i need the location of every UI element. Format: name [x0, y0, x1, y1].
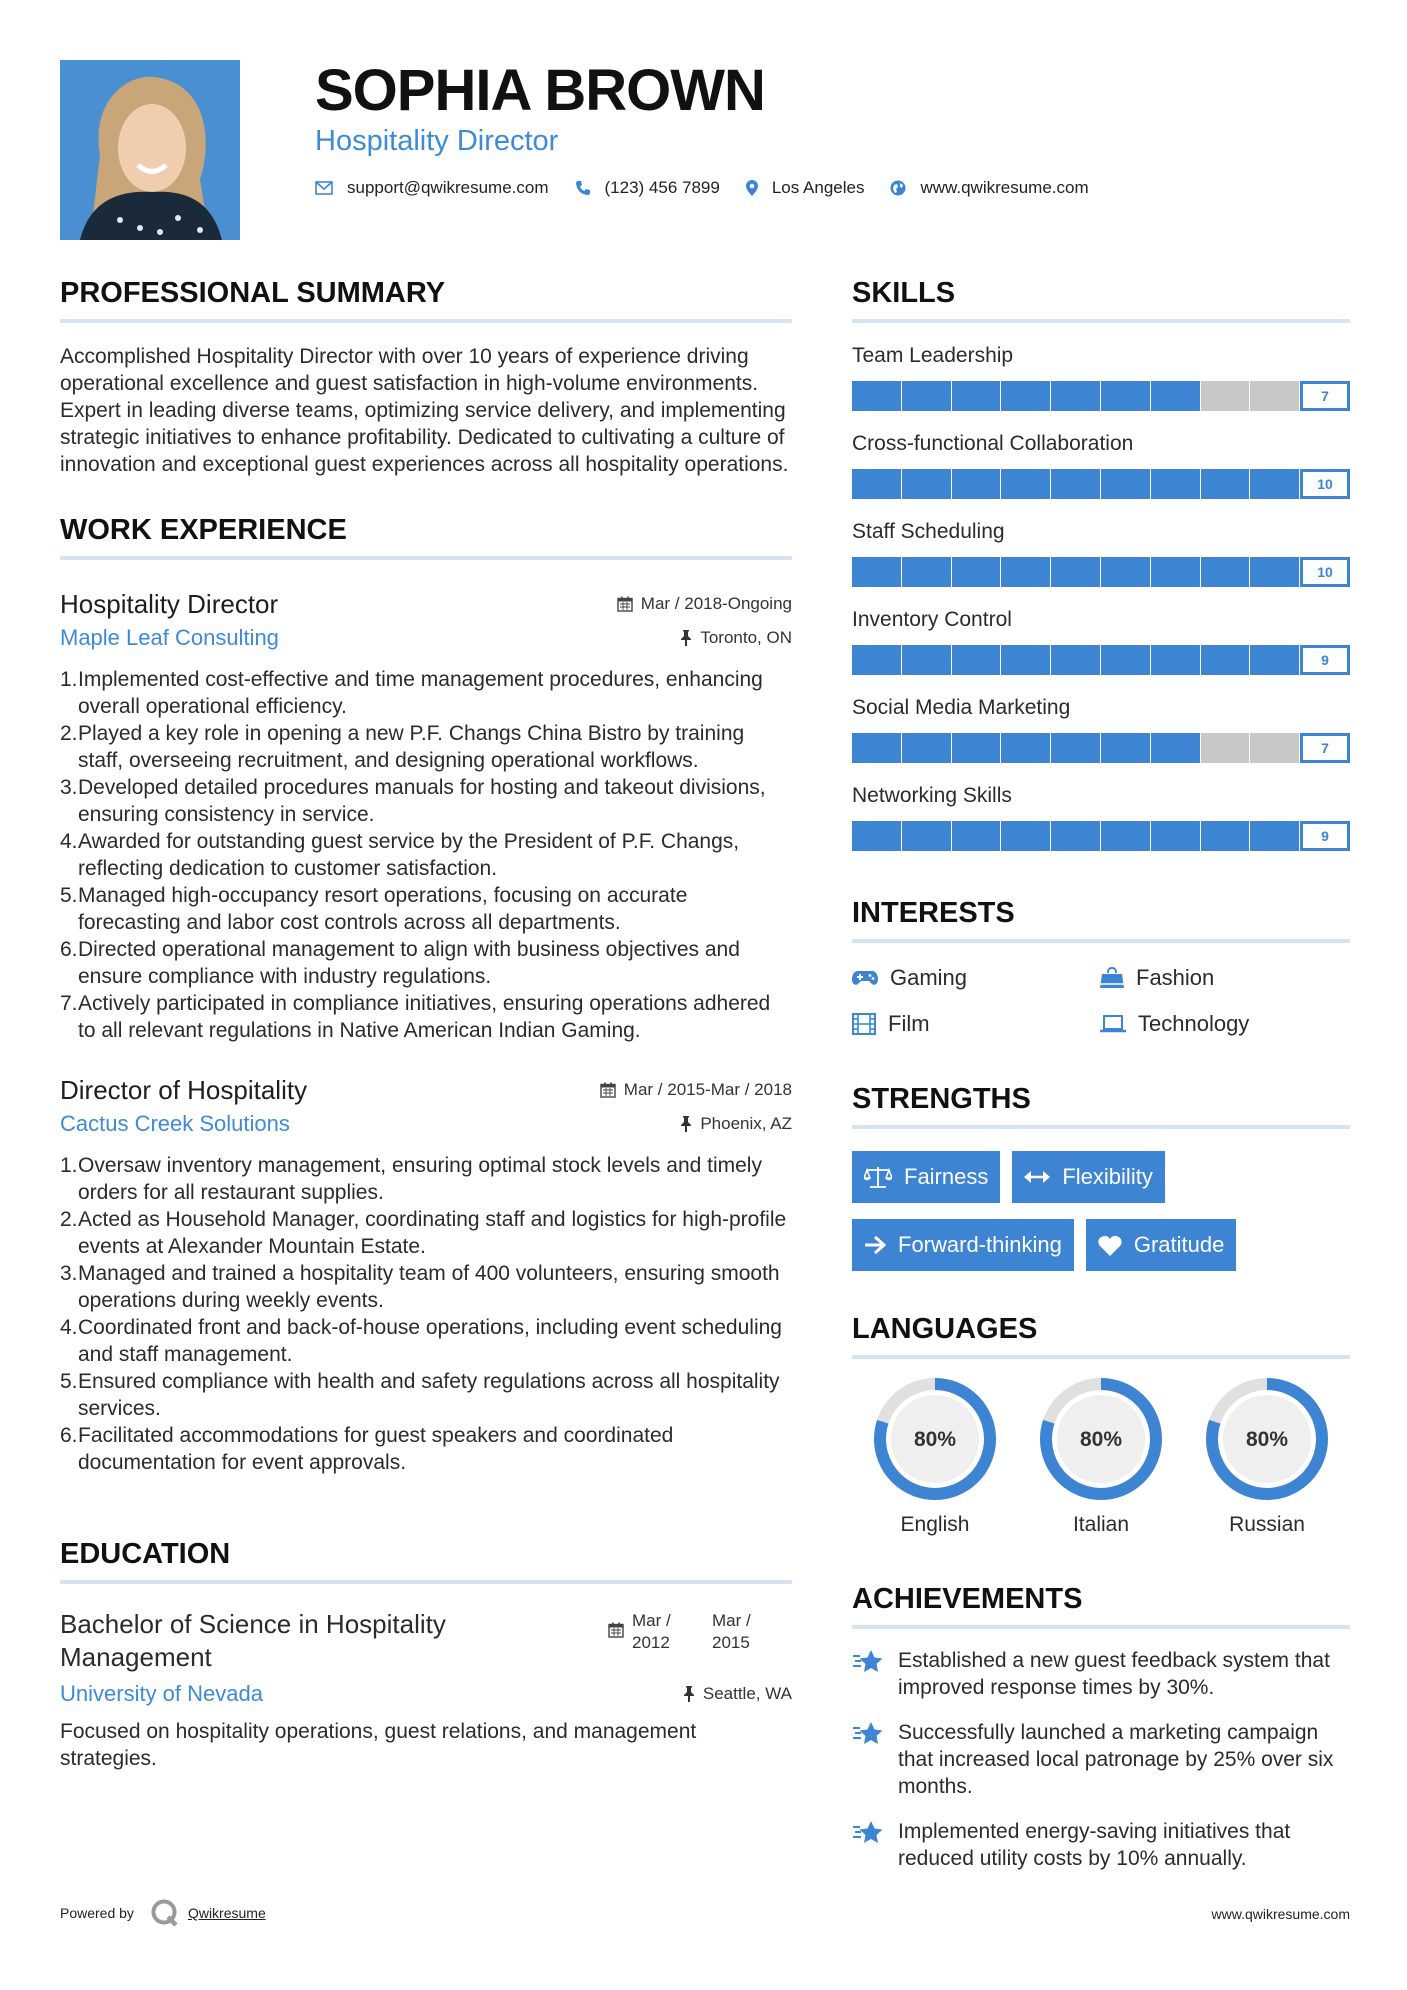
pushpin-icon	[683, 1686, 695, 1702]
list-item: 5. Managed high-occupancy resort operations, focusing on accurate forecasting and labor cost controls across all departments.	[60, 884, 688, 934]
profile-photo	[60, 60, 240, 240]
skill-bar-segment	[1250, 821, 1299, 851]
skill-bar-segment	[1151, 645, 1200, 675]
skill-bar-segment	[1001, 469, 1050, 499]
company-name: Maple Leaf Consulting	[60, 625, 279, 650]
star-award-icon	[852, 1647, 886, 1677]
contact-row	[315, 178, 1115, 198]
languages-list	[852, 1377, 1350, 1537]
strength-label: Flexibility	[1062, 1164, 1153, 1189]
skill-bar-segment	[852, 557, 901, 587]
skill-bar-segment	[1051, 821, 1100, 851]
brand-link[interactable]: Qwikresume	[187, 1905, 266, 1921]
skill-bar-segment	[902, 733, 951, 763]
skill-bar-segment	[1051, 733, 1100, 763]
language-gauge	[1039, 1377, 1163, 1501]
strength-label: Gratitude	[1133, 1232, 1225, 1257]
star-award-icon	[852, 1719, 886, 1749]
skill-name: Inventory Control	[852, 608, 1012, 631]
achievements-heading: ACHIEVEMENTS	[852, 1581, 1350, 1629]
gauge-percent: 80%	[1079, 1428, 1123, 1451]
achievement-item	[852, 1818, 1350, 1872]
education-description: Focused on hospitality operations, guest relations, and management strategies.	[60, 1720, 697, 1770]
interest-label: Film	[888, 1011, 930, 1036]
skill-bar-segment	[902, 645, 951, 675]
skills-list	[852, 343, 1350, 851]
film-icon	[852, 1013, 876, 1035]
list-item: 4. Coordinated front and back-of-house operations, including event scheduling and staff management.	[60, 1316, 782, 1366]
powered-by-label: Powered by	[60, 1905, 134, 1921]
skill-name: Cross-functional Collaboration	[852, 432, 1134, 455]
strength-label: Fairness	[904, 1164, 989, 1189]
job-bullets	[60, 666, 792, 1044]
interest-item	[852, 965, 1100, 991]
skill-bar-segment	[1001, 733, 1050, 763]
globe-icon	[890, 180, 906, 196]
language-name: English	[900, 1513, 970, 1536]
skill-score: 10	[1300, 469, 1350, 499]
envelope-icon	[315, 181, 333, 195]
skill-bar-segment	[952, 557, 1001, 587]
achievement-text: Established a new guest feedback system that improved response times by 30%.	[898, 1649, 1330, 1699]
interest-label: Gaming	[890, 965, 968, 990]
skill-bar-segment	[1101, 469, 1150, 499]
skill-bar	[852, 645, 1350, 675]
languages-heading: LANGUAGES	[852, 1311, 1350, 1359]
footer-powered-by	[60, 1898, 266, 1928]
skill-bar	[852, 733, 1350, 763]
heart-icon	[1098, 1235, 1122, 1256]
balance-scale-icon	[864, 1166, 892, 1188]
skill-bar-segment	[1250, 645, 1299, 675]
skill-bar-segment	[1051, 557, 1100, 587]
job-bullets	[60, 1152, 792, 1476]
skill-bar-segment	[1151, 733, 1200, 763]
list-item: 4. Awarded for outstanding guest service by the President of P.F. Changs, reflecting dedication to customer satisfaction.	[60, 830, 740, 880]
skill-bar-segment	[1151, 821, 1200, 851]
skill-score: 7	[1300, 733, 1350, 763]
skill-item	[852, 519, 1350, 587]
skill-bar-segment	[1151, 469, 1200, 499]
pushpin-icon	[680, 630, 692, 646]
interest-item	[852, 1011, 1100, 1037]
skill-bar	[852, 557, 1350, 587]
skill-bar-segment	[1001, 557, 1050, 587]
gamepad-icon	[852, 969, 878, 987]
summary-text: Accomplished Hospitality Director with over 10 years of experience driving operational excellence and guest satisfaction in high-volume environments. Expert in leading diverse teams, optimizing service delivery, and implementing strategic initiatives to enhance profitability. Dedicated to cultivating a culture of innovation and exceptional guest experiences across all hospitality operations.	[60, 345, 789, 476]
job-dates-text: Mar / 2018-Ongoing	[640, 594, 792, 613]
interest-label: Fashion	[1136, 965, 1215, 990]
skill-bar	[852, 821, 1350, 851]
candidate-title: Hospitality Director	[315, 125, 559, 157]
education-start-date: Mar / 2012	[632, 1611, 671, 1652]
list-item: 6. Directed operational management to align with business objectives and ensure compliance with industry regulations.	[60, 938, 740, 988]
skill-bar-segment	[1250, 733, 1299, 763]
skill-bar-segment	[1250, 469, 1299, 499]
school-location-text: Seattle, WA	[702, 1684, 792, 1703]
achievement-text: Successfully launched a marketing campaign that increased local patronage by 25% over six months.	[898, 1721, 1334, 1798]
school-location	[683, 1684, 792, 1704]
strength-label: Forward-thinking	[898, 1232, 1062, 1257]
skill-bar-segment	[1101, 821, 1150, 851]
skill-bar-segment	[852, 381, 901, 411]
list-item: 2. Acted as Household Manager, coordinating staff and logistics for high-profile events at Alexander Mountain Estate.	[60, 1208, 787, 1258]
skill-bar-segment	[902, 821, 951, 851]
skill-bar-segment	[1001, 381, 1050, 411]
strength-chip	[852, 1151, 1000, 1203]
skill-bar-segment	[852, 469, 901, 499]
skill-bar-segment	[952, 469, 1001, 499]
job-location	[680, 628, 792, 648]
achievement-item	[852, 1647, 1350, 1701]
skill-bar-segment	[852, 645, 901, 675]
skill-bar-segment	[902, 557, 951, 587]
skill-bar-segment	[1101, 557, 1150, 587]
language-name: Italian	[1072, 1513, 1130, 1536]
job-location-text: Toronto, ON	[700, 628, 792, 647]
skill-name: Staff Scheduling	[852, 520, 1005, 543]
job-location-text: Phoenix, AZ	[700, 1114, 792, 1133]
skill-bar-segment	[1101, 733, 1150, 763]
skill-bar-segment	[902, 381, 951, 411]
language-gauge	[873, 1377, 997, 1501]
skill-score: 9	[1300, 821, 1350, 851]
skill-bar	[852, 381, 1350, 411]
experience-heading: WORK EXPERIENCE	[60, 512, 792, 560]
contact-email[interactable]	[315, 178, 549, 198]
job-dates-text: Mar / 2015-Mar / 2018	[623, 1080, 792, 1099]
gauge-percent: 80%	[1245, 1428, 1289, 1451]
list-item: 3. Managed and trained a hospitality team of 400 volunteers, ensuring smooth operations during weekly events.	[60, 1262, 780, 1312]
skill-bar-segment	[852, 733, 901, 763]
skill-bar-segment	[1101, 645, 1150, 675]
skill-score: 9	[1300, 645, 1350, 675]
interest-item	[1100, 965, 1350, 991]
skill-item	[852, 431, 1350, 499]
skill-bar-segment	[952, 381, 1001, 411]
interests-heading: INTERESTS	[852, 895, 1350, 943]
contact-phone[interactable]	[575, 178, 720, 198]
right-column	[852, 275, 1350, 1872]
list-item: 3. Developed detailed procedures manuals for hosting and takeout divisions, ensuring consistency in service.	[60, 776, 766, 826]
skill-bar	[852, 469, 1350, 499]
interests-grid	[852, 965, 1350, 1037]
skill-score: 7	[1300, 381, 1350, 411]
education-heading: EDUCATION	[60, 1536, 792, 1584]
skill-bar-segment	[852, 821, 901, 851]
achievements-list	[852, 1647, 1350, 1872]
skill-bar-segment	[1201, 821, 1250, 851]
job-title: Director of Hospitality	[60, 1075, 308, 1105]
achievement-text: Implemented energy-saving initiatives that reduced utility costs by 10% annually.	[898, 1820, 1291, 1870]
summary-heading: PROFESSIONAL SUMMARY	[60, 275, 792, 323]
calendar-icon	[600, 1082, 616, 1098]
skill-bar-segment	[952, 645, 1001, 675]
gauge-percent: 80%	[913, 1428, 957, 1451]
contact-location-text: Los Angeles	[771, 178, 865, 197]
skill-bar-segment	[1051, 645, 1100, 675]
laptop-icon	[1100, 1015, 1126, 1033]
skill-bar-segment	[1101, 381, 1150, 411]
strength-chip	[1012, 1151, 1164, 1203]
skill-bar-segment	[1001, 821, 1050, 851]
pushpin-icon	[680, 1116, 692, 1132]
education-end-date: Mar / 2015	[712, 1611, 751, 1652]
calendar-icon	[608, 1622, 624, 1638]
skills-heading: SKILLS	[852, 275, 1350, 323]
interest-label: Technology	[1138, 1011, 1250, 1036]
list-item: 5. Ensured compliance with health and safety regulations across all hospitality services.	[60, 1370, 780, 1420]
skill-bar-segment	[1250, 557, 1299, 587]
phone-icon	[575, 180, 591, 196]
arrows-horizontal-icon	[1024, 1170, 1050, 1184]
skill-bar-segment	[1151, 557, 1200, 587]
language-item	[1184, 1377, 1350, 1537]
arrow-right-icon	[864, 1235, 886, 1255]
degree-title: Bachelor of Science in Hospitality Management	[60, 1609, 446, 1672]
skill-item	[852, 343, 1350, 411]
skill-bar-segment	[1201, 469, 1250, 499]
skill-bar-segment	[1201, 381, 1250, 411]
school-name: University of Nevada	[60, 1681, 263, 1706]
list-item: 2. Played a key role in opening a new P.F. Changs China Bistro by training staff, overseeing recruitment, and designing operational workflows.	[60, 722, 745, 772]
interest-item	[1100, 1011, 1350, 1037]
skill-bar-segment	[952, 821, 1001, 851]
left-column	[60, 275, 792, 1772]
strengths-list	[852, 1151, 1350, 1287]
language-gauge	[1205, 1377, 1329, 1501]
skill-bar-segment	[902, 469, 951, 499]
job-entry	[60, 588, 792, 1044]
skill-name: Networking Skills	[852, 784, 1012, 807]
skill-bar-segment	[1201, 733, 1250, 763]
achievement-item	[852, 1719, 1350, 1800]
company-name: Cactus Creek Solutions	[60, 1111, 290, 1136]
job-dates	[617, 594, 792, 614]
skill-name: Team Leadership	[852, 344, 1014, 367]
shopping-bag-icon	[1100, 967, 1124, 989]
contact-email-text: support@qwikresume.com	[347, 178, 549, 197]
language-item	[852, 1377, 1018, 1537]
contact-website-text: www.qwikresume.com	[920, 178, 1089, 197]
job-dates	[600, 1080, 792, 1100]
strength-chip	[852, 1219, 1074, 1271]
job-location	[680, 1114, 792, 1134]
list-item: 6. Facilitated accommodations for guest speakers and coordinated documentation for event approvals.	[60, 1424, 674, 1474]
calendar-icon	[617, 596, 633, 612]
contact-website[interactable]	[890, 178, 1088, 198]
contact-location	[746, 178, 865, 198]
skill-name: Social Media Marketing	[852, 696, 1071, 719]
skill-item	[852, 695, 1350, 763]
skill-bar-segment	[1001, 645, 1050, 675]
strength-chip	[1086, 1219, 1237, 1271]
language-item	[1018, 1377, 1184, 1537]
list-item: 7. Actively participated in compliance initiatives, ensuring operations adhered to all relevant regulations in Native American Indian Gaming.	[60, 992, 771, 1042]
skill-bar-segment	[1051, 469, 1100, 499]
skill-bar-segment	[952, 733, 1001, 763]
skill-bar-segment	[1151, 381, 1200, 411]
contact-phone-text: (123) 456 7899	[604, 178, 720, 197]
language-name: Russian	[1229, 1513, 1305, 1536]
strengths-heading: STRENGTHS	[852, 1081, 1350, 1129]
skill-bar-segment	[1051, 381, 1100, 411]
skill-item	[852, 607, 1350, 675]
skill-bar-segment	[1201, 645, 1250, 675]
skill-score: 10	[1300, 557, 1350, 587]
skill-item	[852, 783, 1350, 851]
footer-website[interactable]: www.qwikresume.com	[1211, 1906, 1350, 1922]
list-item: 1. Implemented cost-effective and time management procedures, enhancing overall operational efficiency.	[60, 668, 763, 718]
map-marker-icon	[746, 180, 758, 196]
skill-bar-segment	[1250, 381, 1299, 411]
job-title: Hospitality Director	[60, 589, 279, 619]
star-award-icon	[852, 1818, 886, 1848]
job-entry	[60, 1074, 792, 1476]
education-dates	[608, 1610, 792, 1654]
list-item: 1. Oversaw inventory management, ensuring optimal stock levels and timely orders for all restaurant supplies.	[60, 1154, 762, 1204]
qwikresume-logo-icon	[150, 1898, 180, 1928]
skill-bar-segment	[1201, 557, 1250, 587]
candidate-name: SOPHIA BROWN	[315, 58, 765, 123]
